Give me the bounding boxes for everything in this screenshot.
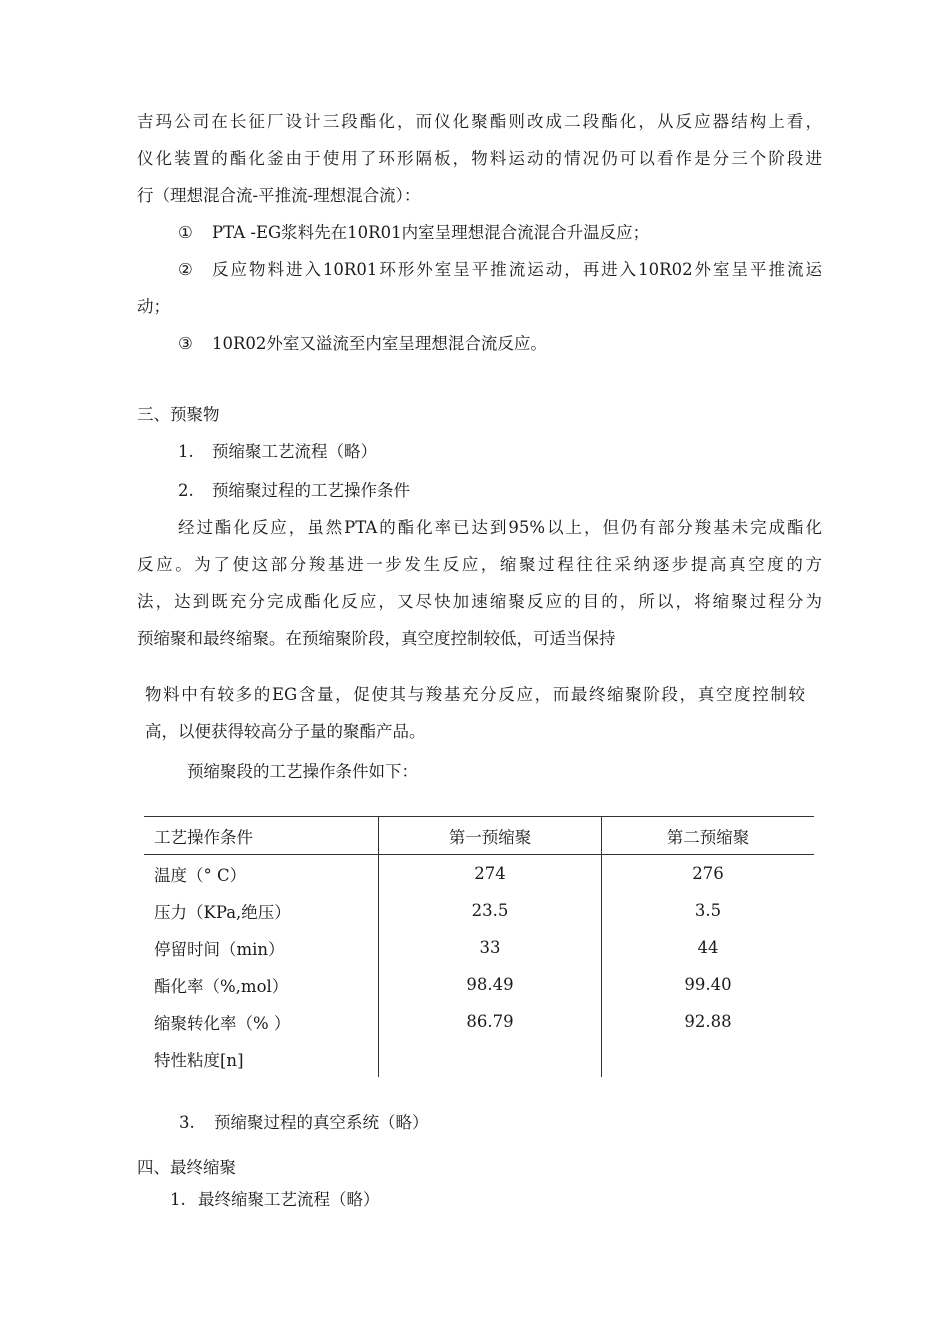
table-cell: 压力（KPa,绝压） <box>154 902 291 922</box>
item-number: 3. <box>179 1113 195 1132</box>
table-cell: 92.88 <box>602 1003 815 1040</box>
stage-text: 10R02外室又溢流至内室呈理想混合流反应。 <box>212 334 547 353</box>
paragraph-line: 吉玛公司在长征厂设计三段酯化，而仪化聚酯则改成二段酯化，从反应器结构上看， <box>137 112 822 131</box>
paragraph-line: 法，达到既充分完成酯化反应，又尽快加速缩聚反应的目的，所以，将缩聚过程分为 <box>137 592 822 611</box>
table-cell: 44 <box>602 929 815 966</box>
item-text: 预缩聚过程的真空系统（略） <box>214 1113 429 1132</box>
stage-text: 动； <box>137 297 170 316</box>
stage-text: PTA -EG浆料先在10R01内室呈理想混合流混合升温反应； <box>212 223 650 242</box>
paragraph-line: 行（理想混合流-平推流-理想混合流）： <box>137 186 421 205</box>
table-row <box>144 1040 814 1077</box>
table-cell: 23.5 <box>379 892 602 929</box>
table-cell: 33 <box>379 929 602 966</box>
section-heading: 四、最终缩聚 <box>137 1158 236 1177</box>
stage-marker: ② <box>178 260 193 279</box>
section-heading: 三、预聚物 <box>137 405 220 424</box>
table-cell: 98.49 <box>379 966 602 1003</box>
table-header-cell: 第二预缩聚 <box>602 817 815 855</box>
table-cell: 274 <box>379 855 602 893</box>
table-cell: 276 <box>602 855 815 893</box>
table-cell: 86.79 <box>379 1003 602 1040</box>
item-text: 最终缩聚工艺流程（略） <box>198 1190 380 1209</box>
stage-marker: ③ <box>178 334 193 353</box>
paragraph-line: 预缩聚和最终缩聚。在预缩聚阶段，真空度控制较低，可适当保持 <box>137 629 616 648</box>
table-cell: 99.40 <box>602 966 815 1003</box>
table-cell <box>602 1040 815 1077</box>
stage-text: 反应物料进入10R01环形外室呈平推流运动，再进入10R02外室呈平推流运 <box>212 260 822 279</box>
process-conditions-table <box>144 816 814 1077</box>
table-cell <box>379 1040 602 1077</box>
table-cell: 温度（° C） <box>154 865 247 885</box>
item-number: 1. <box>170 1190 186 1209</box>
table-cell: 特性粘度[n] <box>154 1050 244 1070</box>
table-row <box>144 929 814 966</box>
item-text: 预缩聚过程的工艺操作条件 <box>212 481 410 500</box>
table-row <box>144 892 814 929</box>
table-cell: 3.5 <box>602 892 815 929</box>
item-number: 2. <box>178 481 194 500</box>
table-header-row <box>144 817 814 855</box>
item-number: 1. <box>178 442 194 461</box>
item-text: 预缩聚工艺流程（略） <box>212 442 377 461</box>
table-header-cell: 工艺操作条件 <box>144 817 379 855</box>
table-header-cell: 第一预缩聚 <box>379 817 602 855</box>
paragraph-line: 物料中有较多的EG含量，促使其与羧基充分反应，而最终缩聚阶段，真空度控制较 <box>145 685 805 704</box>
paragraph-line: 反应。为了使这部分羧基进一步发生反应，缩聚过程往往采纳逐步提高真空度的方 <box>137 555 822 574</box>
table-cell: 停留时间（min） <box>154 939 285 959</box>
table-row <box>144 966 814 1003</box>
table-row <box>144 855 814 893</box>
table-cell: 酯化率（%,mol） <box>154 976 289 996</box>
table-intro: 预缩聚段的工艺操作条件如下： <box>187 762 418 781</box>
paragraph-line: 高，以便获得较高分子量的聚酯产品。 <box>145 722 426 741</box>
paragraph-line: 经过酯化反应，虽然PTA的酯化率已达到95%以上，但仍有部分羧基未完成酯化 <box>178 518 822 537</box>
table-cell: 缩聚转化率（% ） <box>154 1013 291 1033</box>
table-row <box>144 1003 814 1040</box>
paragraph-line: 仪化装置的酯化釜由于使用了环形隔板，物料运动的情况仍可以看作是分三个阶段进 <box>137 149 822 168</box>
stage-marker: ① <box>178 223 193 242</box>
